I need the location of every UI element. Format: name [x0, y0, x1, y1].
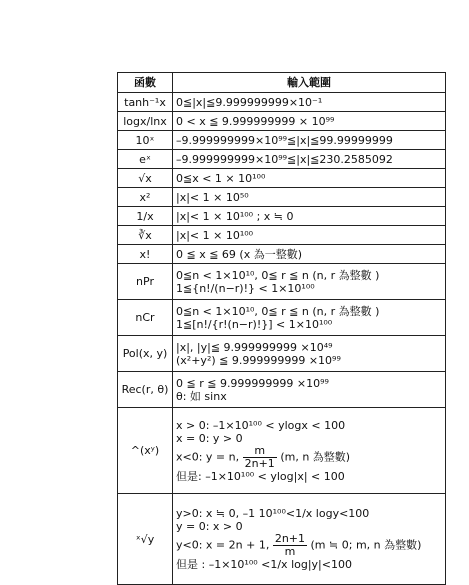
function-cell: eˣ [118, 150, 173, 169]
table-row [118, 300, 446, 336]
range-line [176, 533, 442, 558]
range-cell: 0≦x < 1 × 10¹⁰⁰ [173, 169, 446, 188]
range-line: (x²+y²) ≦ 9.999999999 ×10⁹⁹ [176, 353, 341, 367]
table-row [118, 336, 446, 372]
range-cell: 0 ≦ x ≦ 69 (x 為一整數) [173, 245, 446, 264]
range-line: 1≦{n!/(n−r)!} < 1×10¹⁰⁰ [176, 281, 315, 295]
fraction-denominator: 2n+1 [244, 456, 275, 470]
range-line: 0≦n < 1×10¹⁰, 0≦ r ≦ n (n, r 為整數 ) [176, 268, 380, 282]
fraction [273, 533, 307, 558]
function-cell: Pol(x, y) [118, 336, 173, 372]
table-row [118, 245, 446, 264]
range-line: y>0: x ≒ 0, –1 10¹⁰⁰<1/x logy<100 [176, 507, 370, 520]
table-row [118, 112, 446, 131]
header-function: 函數 [118, 73, 173, 93]
function-cell: nPr [118, 264, 173, 300]
table-row [118, 93, 446, 112]
range-cell: |x|< 1 × 10⁵⁰ [173, 188, 446, 207]
range-cell [173, 372, 446, 408]
table-row [118, 207, 446, 226]
range-cell: 0 < x ≦ 9.999999999 × 10⁹⁹ [173, 112, 446, 131]
range-cell [173, 264, 446, 300]
range-text: y<0: x = 2n + 1, [176, 538, 270, 552]
function-cell: nCr [118, 300, 173, 336]
fraction-denominator: m [284, 545, 296, 558]
fraction [243, 445, 277, 470]
function-cell: ∛x [118, 226, 173, 245]
range-text: x<0: y = n, [176, 450, 240, 463]
table-row [118, 169, 446, 188]
function-cell: 1/x [118, 207, 173, 226]
range-cell [173, 336, 446, 372]
range-line: θ: 如 sinx [176, 389, 227, 403]
table-row [118, 188, 446, 207]
function-cell: x² [118, 188, 173, 207]
range-line [176, 445, 442, 470]
range-cell: |x|< 1 × 10¹⁰⁰ [173, 226, 446, 245]
range-cell: 0≦|x|≦9.999999999×10⁻¹ [173, 93, 446, 112]
range-line: 0≦n < 1×10¹⁰, 0≦ r ≦ n (n, r 為整數 ) [176, 304, 380, 318]
range-line: x = 0: y > 0 [176, 431, 243, 445]
input-range-table [117, 72, 446, 585]
function-cell: √x [118, 169, 173, 188]
function-cell: ˣ√y [118, 494, 173, 585]
fraction-numerator: 2n+1 [274, 532, 306, 545]
range-text: (m ≒ 0; m, n 為整數) [310, 538, 422, 552]
range-line: 1≦[n!/{r!(n−r)!}] < 1×10¹⁰⁰ [176, 317, 333, 331]
range-cell: –9.999999999×10⁹⁹≦|x|≦99.99999999 [173, 131, 446, 150]
table-row [118, 264, 446, 300]
function-cell: tanh⁻¹x [118, 93, 173, 112]
table-row [118, 372, 446, 408]
range-line: 但是: –1×10¹⁰⁰ < ylog|x| < 100 [176, 469, 345, 483]
table-row [118, 131, 446, 150]
table-row [118, 494, 446, 585]
table-row [118, 150, 446, 169]
range-line: 0 ≦ r ≦ 9.999999999 ×10⁹⁹ [176, 376, 329, 390]
range-text: (m, n 為整數) [280, 450, 351, 463]
fraction-numerator: m [243, 445, 277, 458]
table-row [118, 226, 446, 245]
header-row [118, 73, 446, 93]
range-line: y = 0: x > 0 [176, 520, 243, 533]
range-cell: |x|< 1 × 10¹⁰⁰ ; x ≒ 0 [173, 207, 446, 226]
range-line: 但是 : –1×10¹⁰⁰ <1/x log|y|<100 [176, 558, 352, 571]
function-cell: Rec(r, θ) [118, 372, 173, 408]
table-row [118, 408, 446, 494]
range-cell [173, 300, 446, 336]
function-cell: 10ˣ [118, 131, 173, 150]
function-cell: logx/lnx [118, 112, 173, 131]
function-cell: ^(xʸ) [118, 408, 173, 494]
function-cell: x! [118, 245, 173, 264]
range-cell [173, 408, 446, 494]
header-input-range: 輸入範圍 [173, 73, 446, 93]
range-cell [173, 494, 446, 585]
range-line: x > 0: –1×10¹⁰⁰ < ylogx < 100 [176, 418, 346, 432]
range-cell: –9.999999999×10⁹⁹≦|x|≦230.2585092 [173, 150, 446, 169]
range-line: |x|, |y|≦ 9.999999999 ×10⁴⁹ [176, 340, 333, 354]
